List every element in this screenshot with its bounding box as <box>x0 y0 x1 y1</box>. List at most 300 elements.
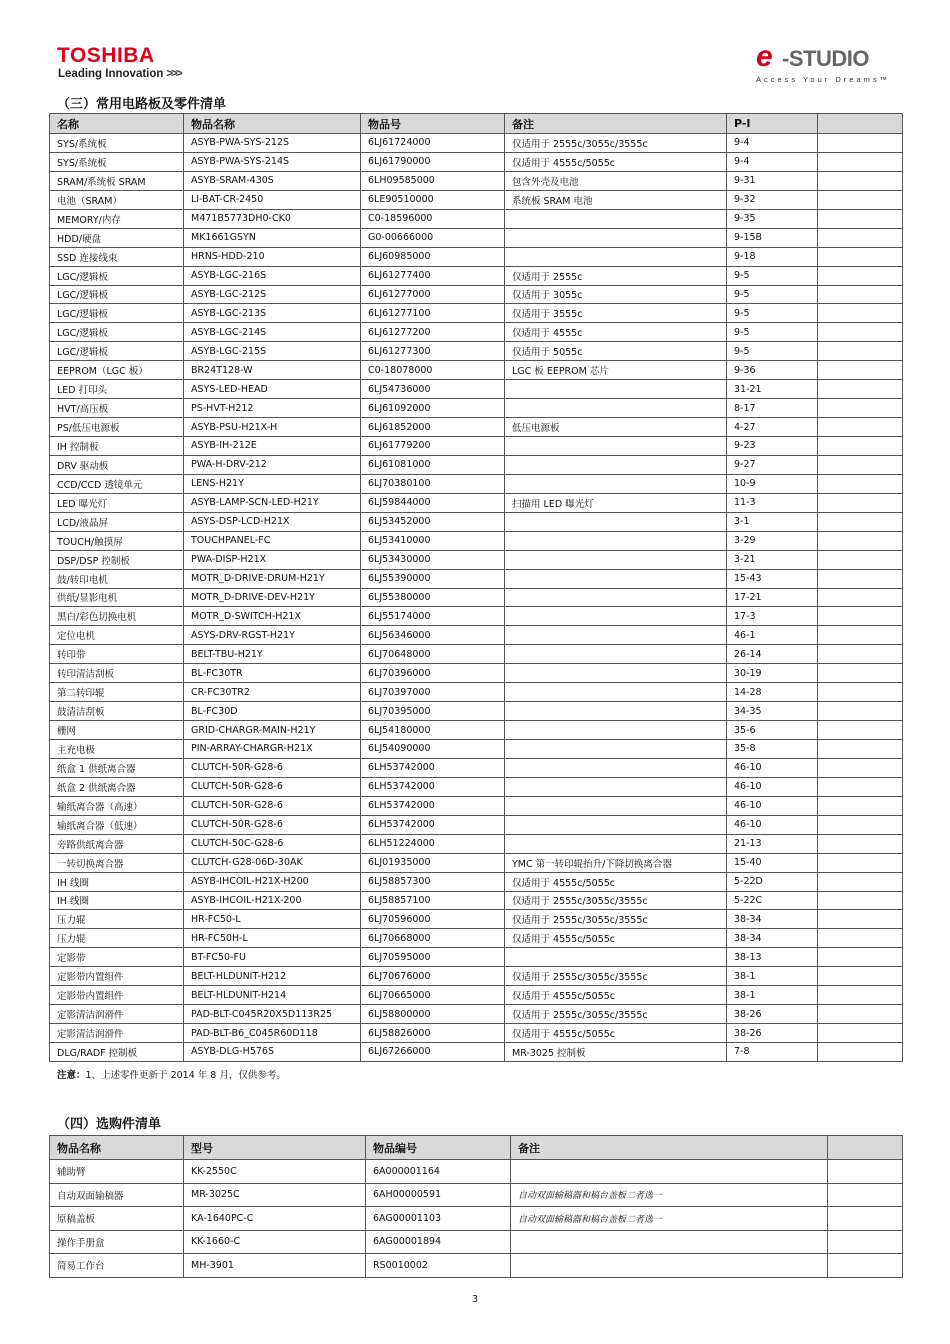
table-cell <box>818 986 903 1005</box>
table-cell: CLUTCH-G28-06D-30AK <box>184 853 361 872</box>
table-cell: 6LJ55380000 <box>361 588 505 607</box>
table-cell <box>818 550 903 569</box>
table-cell: BL-FC30TR <box>184 664 361 683</box>
table-cell: BL-FC30D <box>184 702 361 721</box>
table-cell <box>818 1005 903 1024</box>
table-cell <box>505 380 727 399</box>
table-row <box>50 361 903 380</box>
table-cell: 9-5 <box>727 304 818 323</box>
table-cell: 9-18 <box>727 247 818 266</box>
table-cell: 定影带内置组件 <box>50 967 184 986</box>
table-cell: 6LJ61277200 <box>361 323 505 342</box>
table-cell <box>505 834 727 853</box>
table-cell: ASYB-LGC-215S <box>184 342 361 361</box>
page-number: 3 <box>471 1294 479 1305</box>
table-cell: MOTR_D-DRIVE-DEV-H21Y <box>184 588 361 607</box>
table-cell: SRAM/系统板 SRAM <box>50 171 184 190</box>
table-row <box>50 910 903 929</box>
table-cell: CLUTCH-50R-G28-6 <box>184 815 361 834</box>
table-cell: 8-17 <box>727 399 818 418</box>
table-cell <box>818 645 903 664</box>
table-cell: 包含外壳及电池 <box>505 171 727 190</box>
table-cell: 定影清洁润滑件 <box>50 1005 184 1024</box>
table-cell: 9-31 <box>727 171 818 190</box>
table-cell: C0-18078000 <box>361 361 505 380</box>
table-cell: PAD-BLT-B6_C045R60D118 <box>184 1024 361 1043</box>
table-cell: DSP/DSP 控制板 <box>50 550 184 569</box>
table-cell: 6LJ55390000 <box>361 569 505 588</box>
table-cell: ASYS-DRV-RGST-H21Y <box>184 626 361 645</box>
table-cell: GRID-CHARGR-MAIN-H21Y <box>184 721 361 740</box>
table-cell <box>818 721 903 740</box>
table-cell: 9-32 <box>727 190 818 209</box>
table-cell: ASYS-LED-HEAD <box>184 380 361 399</box>
table-cell: LI-BAT-CR-2450 <box>184 190 361 209</box>
table-cell <box>818 418 903 437</box>
table-cell <box>511 1160 828 1184</box>
table-cell <box>505 721 727 740</box>
table-cell: EEPROM（LGC 板） <box>50 361 184 380</box>
table-cell: 仅适用于 3055c <box>505 285 727 304</box>
table-row <box>50 986 903 1005</box>
table-cell <box>828 1183 903 1207</box>
table-cell <box>818 702 903 721</box>
table-cell: 21-13 <box>727 834 818 853</box>
table-cell: 6LJ70380100 <box>361 474 505 493</box>
table-cell: 鼓清洁刮板 <box>50 702 184 721</box>
table-cell: SYS/系统板 <box>50 152 184 171</box>
section-4-title: （四）选购件清单 <box>57 1117 162 1132</box>
table-cell: 9-4 <box>727 134 818 153</box>
table-cell: G0-00666000 <box>361 228 505 247</box>
table-cell: MK1661GSYN <box>184 228 361 247</box>
table-cell: 38-1 <box>727 986 818 1005</box>
table-cell: 14-28 <box>727 683 818 702</box>
table-cell <box>505 758 727 777</box>
page-header <box>0 0 950 92</box>
table-cell <box>818 834 903 853</box>
table-cell: 辅助臂 <box>50 1160 184 1184</box>
table-cell: 46-10 <box>727 815 818 834</box>
table-cell: 34-35 <box>727 702 818 721</box>
table-cell: 系统板 SRAM 电池 <box>505 190 727 209</box>
table-cell: ASYB-LGC-213S <box>184 304 361 323</box>
table-cell: M471B5773DH0-CK0 <box>184 209 361 228</box>
table-cell: ASYB-SRAM-430S <box>184 171 361 190</box>
table-cell: 6AH00000591 <box>366 1183 511 1207</box>
table-cell: LENS-H21Y <box>184 474 361 493</box>
header-cell: 物品编号 <box>366 1136 511 1160</box>
table-cell: 第二转印辊 <box>50 683 184 702</box>
table-cell <box>818 1024 903 1043</box>
table-cell: LGC/逻辑板 <box>50 323 184 342</box>
table-row <box>50 493 903 512</box>
table-cell: 38-26 <box>727 1024 818 1043</box>
table-cell <box>818 777 903 796</box>
table-cell: HVT/高压板 <box>50 399 184 418</box>
table-cell: 4-27 <box>727 418 818 437</box>
table-cell <box>818 607 903 626</box>
table-cell: 3-29 <box>727 531 818 550</box>
table-cell: SSD 连接线束 <box>50 247 184 266</box>
table-cell: 栅网 <box>50 721 184 740</box>
table-cell: LED 打印头 <box>50 380 184 399</box>
note-text: 1、上述零件更新于 2014 年 8 月，仅供参考。 <box>85 1070 286 1081</box>
table-row <box>50 474 903 493</box>
table-row <box>50 967 903 986</box>
table-cell <box>818 948 903 967</box>
table-cell: 3-1 <box>727 512 818 531</box>
estudio-slogan: Access Your Dreams™ <box>756 75 891 84</box>
table-cell: 15-43 <box>727 569 818 588</box>
table-cell: LGC/逻辑板 <box>50 304 184 323</box>
header-cell <box>828 1136 903 1160</box>
table-row <box>50 247 903 266</box>
table-row <box>50 588 903 607</box>
table-cell: 6LH53742000 <box>361 777 505 796</box>
table-cell: 6LJ58857300 <box>361 872 505 891</box>
table-row <box>50 929 903 948</box>
table-cell: 10-9 <box>727 474 818 493</box>
table-cell <box>828 1254 903 1278</box>
table-cell <box>505 815 727 834</box>
table-cell: RS0010002 <box>366 1254 511 1278</box>
table-row <box>50 380 903 399</box>
table-cell <box>505 550 727 569</box>
table-cell: 仅适用于 4555c <box>505 323 727 342</box>
table-row <box>50 645 903 664</box>
table-cell <box>818 152 903 171</box>
table-cell: TOUCHPANEL-FC <box>184 531 361 550</box>
table-cell: 46-10 <box>727 777 818 796</box>
table-cell: 6LJ58800000 <box>361 1005 505 1024</box>
table-cell: 定影带 <box>50 948 184 967</box>
table-row <box>50 1207 903 1231</box>
table-cell: 6LH53742000 <box>361 815 505 834</box>
table-cell: 仅适用于 4555c/5055c <box>505 1024 727 1043</box>
table-cell: PS/低压电源板 <box>50 418 184 437</box>
table-cell: 7-8 <box>727 1043 818 1062</box>
parts-table <box>49 113 903 1062</box>
table-cell: 压力辊 <box>50 929 184 948</box>
table-row <box>50 721 903 740</box>
header-cell: 型号 <box>184 1136 366 1160</box>
section-3-title: （三）常用电路板及零件清单 <box>57 97 227 112</box>
table-cell: PAD-BLT-C045R20X5D113R25 <box>184 1005 361 1024</box>
table-cell <box>818 664 903 683</box>
table-cell <box>828 1160 903 1184</box>
table-cell: 30-19 <box>727 664 818 683</box>
table-cell: 6LJ61092000 <box>361 399 505 418</box>
table-cell: 6LJ60985000 <box>361 247 505 266</box>
table-row <box>50 1230 903 1254</box>
table-cell: 6LJ53430000 <box>361 550 505 569</box>
table-cell: MH-3901 <box>184 1254 366 1278</box>
table-cell: 6LH51224000 <box>361 834 505 853</box>
table-cell: 定影清洁润滑件 <box>50 1024 184 1043</box>
estudio-logo <box>752 40 902 90</box>
table-row <box>50 418 903 437</box>
table-cell: 6LJ53452000 <box>361 512 505 531</box>
table-cell: 6LJ58826000 <box>361 1024 505 1043</box>
table-row <box>50 399 903 418</box>
table-cell <box>818 853 903 872</box>
tagline <box>58 68 181 80</box>
table-cell <box>818 323 903 342</box>
table-cell: 自动双面输稿器和稿台盖板二者选一 <box>511 1207 828 1231</box>
table-row <box>50 304 903 323</box>
table-cell: 15-40 <box>727 853 818 872</box>
table-cell: ASYB-PWA-SYS-212S <box>184 134 361 153</box>
table-cell: LGC/逻辑板 <box>50 266 184 285</box>
table-cell: 6LJ70676000 <box>361 967 505 986</box>
table-cell: YMC 第一转印辊抬升/下降切换离合器 <box>505 853 727 872</box>
table-row <box>50 607 903 626</box>
table-cell: 9-4 <box>727 152 818 171</box>
table-cell: 纸盒 2 供纸离合器 <box>50 777 184 796</box>
table-cell: 9-5 <box>727 266 818 285</box>
table-cell <box>818 228 903 247</box>
table-cell: 黑白/彩色切换电机 <box>50 607 184 626</box>
table-cell: LCD/液晶屏 <box>50 512 184 531</box>
table-cell: PWA-DISP-H21X <box>184 550 361 569</box>
parts-table-header <box>50 114 903 134</box>
table-row <box>50 455 903 474</box>
table-cell: IH 线圈 <box>50 891 184 910</box>
table-cell: 11-3 <box>727 493 818 512</box>
table-cell: ASYB-PSU-H21X-H <box>184 418 361 437</box>
table-cell: KA-1640PC-C <box>184 1207 366 1231</box>
table-cell: 9-5 <box>727 342 818 361</box>
table-cell: 5-22C <box>727 891 818 910</box>
table-row <box>50 664 903 683</box>
table-cell <box>818 758 903 777</box>
table-cell <box>818 967 903 986</box>
table-cell <box>818 891 903 910</box>
estudio-logo-e: e <box>756 40 773 73</box>
table-cell: 6LJ61724000 <box>361 134 505 153</box>
table-cell: 鼓/转印电机 <box>50 569 184 588</box>
table-cell: MEMORY/内存 <box>50 209 184 228</box>
table-cell: 纸盒 1 供纸离合器 <box>50 758 184 777</box>
table-cell <box>818 304 903 323</box>
table-cell: 38-34 <box>727 929 818 948</box>
table-cell: 38-34 <box>727 910 818 929</box>
table-cell: 6LJ54736000 <box>361 380 505 399</box>
table-cell: 9-35 <box>727 209 818 228</box>
table-cell: 6LJ70397000 <box>361 683 505 702</box>
table-cell <box>505 645 727 664</box>
table-cell: 仅适用于 2555c/3055c/3555c <box>505 134 727 153</box>
table-cell <box>505 247 727 266</box>
table-cell: LGC/逻辑板 <box>50 285 184 304</box>
table-cell: 26-14 <box>727 645 818 664</box>
table-row <box>50 1160 903 1184</box>
table-row <box>50 342 903 361</box>
table-cell <box>511 1230 828 1254</box>
table-cell: 转印带 <box>50 645 184 664</box>
table-cell: CLUTCH-50C-G28-6 <box>184 834 361 853</box>
table-cell: 9-5 <box>727 323 818 342</box>
table-cell: MR-3025C <box>184 1183 366 1207</box>
table-cell <box>505 777 727 796</box>
header-cell <box>818 114 903 134</box>
table-row <box>50 437 903 456</box>
table-cell: 旁路供纸离合器 <box>50 834 184 853</box>
table-cell: 6LJ61277100 <box>361 304 505 323</box>
table-cell <box>818 929 903 948</box>
table-cell: ASYB-IHCOIL-H21X-H200 <box>184 872 361 891</box>
table-cell: 6LJ61277000 <box>361 285 505 304</box>
table-cell: 46-10 <box>727 796 818 815</box>
table-cell: 转印清洁刮板 <box>50 664 184 683</box>
table-cell: 输纸离合器（低速） <box>50 815 184 834</box>
table-cell: 38-1 <box>727 967 818 986</box>
table-row <box>50 872 903 891</box>
note-label: 注意： <box>57 1070 86 1081</box>
table-cell: ASYB-DLG-H576S <box>184 1043 361 1062</box>
table-row <box>50 891 903 910</box>
table-cell: MOTR_D-SWITCH-H21X <box>184 607 361 626</box>
table-cell: 仅适用于 2555c <box>505 266 727 285</box>
table-cell: HR-FC50H-L <box>184 929 361 948</box>
table-cell: SYS/系统板 <box>50 134 184 153</box>
table-row <box>50 740 903 759</box>
table-cell: 6LJ70595000 <box>361 948 505 967</box>
table-cell <box>818 474 903 493</box>
table-cell <box>818 209 903 228</box>
table-row <box>50 1254 903 1278</box>
table-cell: ASYB-IHCOIL-H21X-200 <box>184 891 361 910</box>
table-cell: 仅适用于 4555c/5055c <box>505 872 727 891</box>
table-cell: 6AG00001894 <box>366 1230 511 1254</box>
table-cell <box>818 285 903 304</box>
table-row <box>50 1005 903 1024</box>
table-cell: DRV 驱动板 <box>50 455 184 474</box>
table-cell: 31-21 <box>727 380 818 399</box>
table-cell <box>818 399 903 418</box>
table-cell: 定位电机 <box>50 626 184 645</box>
table-cell: BELT-HLDUNIT-H212 <box>184 967 361 986</box>
table-cell: 6LJ61081000 <box>361 455 505 474</box>
tagline-arrows-icon: >>> <box>166 68 181 80</box>
table-cell: 定影带内置组件 <box>50 986 184 1005</box>
table-cell: 6LJ01935000 <box>361 853 505 872</box>
table-cell: 一转切换离合器 <box>50 853 184 872</box>
table-cell <box>818 1043 903 1062</box>
table-cell: HR-FC50-L <box>184 910 361 929</box>
table-cell: 原稿盖板 <box>50 1207 184 1231</box>
table-row <box>50 512 903 531</box>
table-cell <box>505 512 727 531</box>
table-cell: DLG/RADF 控制板 <box>50 1043 184 1062</box>
table-cell: HRNS-HDD-210 <box>184 247 361 266</box>
table-cell: 35-6 <box>727 721 818 740</box>
table-cell: 6LJ61852000 <box>361 418 505 437</box>
table-cell: ASYB-LGC-216S <box>184 266 361 285</box>
table-cell: 38-26 <box>727 1005 818 1024</box>
table-cell: 6LJ55174000 <box>361 607 505 626</box>
table-cell: 6LJ70395000 <box>361 702 505 721</box>
table-cell <box>505 948 727 967</box>
table-cell: 简易工作台 <box>50 1254 184 1278</box>
table-cell: KK-2550C <box>184 1160 366 1184</box>
table-cell <box>818 910 903 929</box>
table-row <box>50 834 903 853</box>
table-cell <box>505 626 727 645</box>
table-cell <box>818 626 903 645</box>
table-cell <box>818 342 903 361</box>
table-cell: 供纸/显影电机 <box>50 588 184 607</box>
table-cell <box>511 1254 828 1278</box>
table-row <box>50 134 903 153</box>
table-cell <box>505 607 727 626</box>
table-cell: PWA-H-DRV-212 <box>184 455 361 474</box>
table-row <box>50 702 903 721</box>
table-cell <box>818 683 903 702</box>
table-cell: 6LJ61779200 <box>361 437 505 456</box>
table-cell: HDD/硬盘 <box>50 228 184 247</box>
table-cell: 电池（SRAM） <box>50 190 184 209</box>
table-cell <box>505 702 727 721</box>
table-cell: BELT-TBU-H21Y <box>184 645 361 664</box>
table-cell: CCD/CCD 透镜单元 <box>50 474 184 493</box>
table-cell: MR-3025 控制板 <box>505 1043 727 1062</box>
table-cell <box>505 588 727 607</box>
table-cell <box>828 1207 903 1231</box>
table-cell: 6LH53742000 <box>361 796 505 815</box>
table-row <box>50 266 903 285</box>
table-cell <box>828 1230 903 1254</box>
table-cell: 6LJ54180000 <box>361 721 505 740</box>
table-cell: CLUTCH-50R-G28-6 <box>184 758 361 777</box>
table-cell: 扫描用 LED 曝光灯 <box>505 493 727 512</box>
table-cell: 仅适用于 3555c <box>505 304 727 323</box>
table-cell <box>818 134 903 153</box>
table-row <box>50 228 903 247</box>
header-cell: 备注 <box>505 114 727 134</box>
table-cell: 仅适用于 4555c/5055c <box>505 152 727 171</box>
table-cell <box>505 531 727 550</box>
estudio-logo-studio: -STUDIO <box>782 46 869 71</box>
table-cell: 6LJ61277300 <box>361 342 505 361</box>
table-cell <box>818 796 903 815</box>
table-cell: 6LJ61790000 <box>361 152 505 171</box>
table-row <box>50 626 903 645</box>
table-row <box>50 323 903 342</box>
table-cell: PIN-ARRAY-CHARGR-H21X <box>184 740 361 759</box>
header-cell: 备注 <box>511 1136 828 1160</box>
table-cell: 仅适用于 2555c/3055c/3555c <box>505 1005 727 1024</box>
table-cell: IH 线圈 <box>50 872 184 891</box>
table-row <box>50 796 903 815</box>
table-cell: CLUTCH-50R-G28-6 <box>184 796 361 815</box>
table-cell <box>505 399 727 418</box>
table-cell <box>818 247 903 266</box>
table-cell: BELT-HLDUNIT-H214 <box>184 986 361 1005</box>
table-cell <box>818 872 903 891</box>
table-cell <box>505 796 727 815</box>
table-row <box>50 758 903 777</box>
table-cell: 5-22D <box>727 872 818 891</box>
table-cell <box>818 190 903 209</box>
toshiba-logo: TOSHIBA <box>57 44 155 67</box>
table-row <box>50 209 903 228</box>
table-cell: 仅适用于 4555c/5055c <box>505 929 727 948</box>
table-cell <box>818 437 903 456</box>
table-cell: 17-3 <box>727 607 818 626</box>
options-table <box>49 1135 903 1278</box>
